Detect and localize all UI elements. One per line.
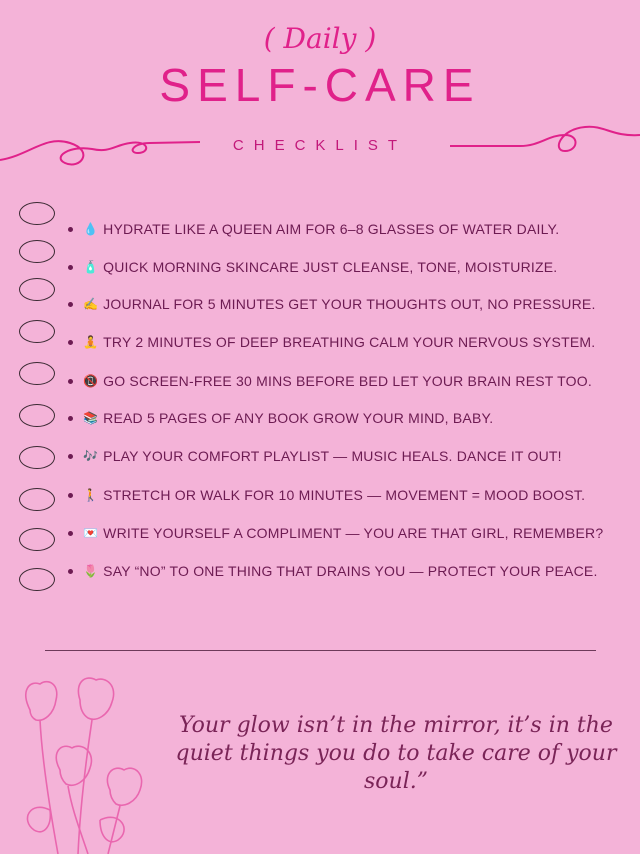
closing-quote: Your glow isn’t in the mirror, it’s in the quiet things you do to take care of your soul.” <box>175 713 617 794</box>
water-drop-icon: 💧 <box>83 222 99 236</box>
checklist-item <box>68 407 493 429</box>
checkbox-circle[interactable] <box>19 528 55 551</box>
checkbox-circle[interactable] <box>19 362 55 385</box>
checkbox-circle[interactable] <box>19 568 55 591</box>
love-letter-icon: 💌 <box>83 526 99 540</box>
bullet-icon <box>68 379 73 384</box>
no-phone-icon: 📵 <box>83 374 99 388</box>
writing-hand-icon: ✍ <box>83 297 99 311</box>
checklist-item-text: TRY 2 MINUTES OF DEEP BREATHING CALM YOUR NERVOUS SYSTEM. <box>103 334 596 350</box>
checklist-item-text: HYDRATE LIKE A QUEEN AIM FOR 6–8 GLASSES OF WATER DAILY. <box>103 221 560 237</box>
checklist-item <box>68 218 559 240</box>
checklist-item-text: SAY “NO” TO ONE THING THAT DRAINS YOU — PROTECT YOUR PEACE. <box>103 563 598 579</box>
bullet-icon <box>68 531 73 536</box>
checklist-item <box>68 560 598 582</box>
page-subtitle: CHECKLIST <box>232 137 408 154</box>
bullet-icon <box>68 340 73 345</box>
checklist-item-text: READ 5 PAGES OF ANY BOOK GROW YOUR MIND, BABY. <box>103 410 494 426</box>
checklist-item <box>68 522 603 544</box>
checklist-item-text: GO SCREEN-FREE 30 MINS BEFORE BED LET YOUR BRAIN REST TOO. <box>103 373 592 389</box>
checkbox-circle[interactable] <box>19 320 55 343</box>
checkbox-circle[interactable] <box>19 278 55 301</box>
checklist-item <box>68 331 595 353</box>
bullet-icon <box>68 493 73 498</box>
checklist-item-text: WRITE YOURSELF A COMPLIMENT — YOU ARE THAT GIRL, REMEMBER? <box>103 525 604 541</box>
checkbox-circle[interactable] <box>19 240 55 263</box>
tulip-illustration <box>0 670 170 854</box>
checklist-item-text: QUICK MORNING SKINCARE JUST CLEANSE, TONE, MOISTURIZE. <box>103 259 558 275</box>
bullet-icon <box>68 416 73 421</box>
checkbox-circle[interactable] <box>19 202 55 225</box>
checkbox-circle[interactable] <box>19 446 55 469</box>
bullet-icon <box>68 454 73 459</box>
divider-line <box>45 650 596 651</box>
bullet-icon <box>68 302 73 307</box>
page-title: SELF-CARE <box>159 59 481 111</box>
checklist-item <box>68 370 592 392</box>
lotion-bottle-icon: 🧴 <box>83 260 99 274</box>
checklist-item <box>68 445 562 467</box>
music-notes-icon: 🎶 <box>83 449 99 463</box>
bullet-icon <box>68 227 73 232</box>
checkbox-circle[interactable] <box>19 488 55 511</box>
checklist-item-text: JOURNAL FOR 5 MINUTES GET YOUR THOUGHTS OUT, NO PRESSURE. <box>103 296 596 312</box>
bullet-icon <box>68 265 73 270</box>
tulip-icon: 🌷 <box>83 564 99 578</box>
books-icon: 📚 <box>83 411 99 425</box>
checklist-item <box>68 256 557 278</box>
daily-heading: ( Daily ) <box>263 22 377 55</box>
checkbox-circle[interactable] <box>19 404 55 427</box>
checklist-item-text: PLAY YOUR COMFORT PLAYLIST — MUSIC HEALS. DANCE IT OUT! <box>103 448 562 464</box>
bullet-icon <box>68 569 73 574</box>
checklist-item <box>68 484 585 506</box>
walking-person-icon: 🚶 <box>83 488 99 502</box>
checklist-item-text: STRETCH OR WALK FOR 10 MINUTES — MOVEMENT = MOOD BOOST. <box>103 487 586 503</box>
checklist-item <box>68 293 596 315</box>
meditation-icon: 🧘 <box>83 335 99 349</box>
